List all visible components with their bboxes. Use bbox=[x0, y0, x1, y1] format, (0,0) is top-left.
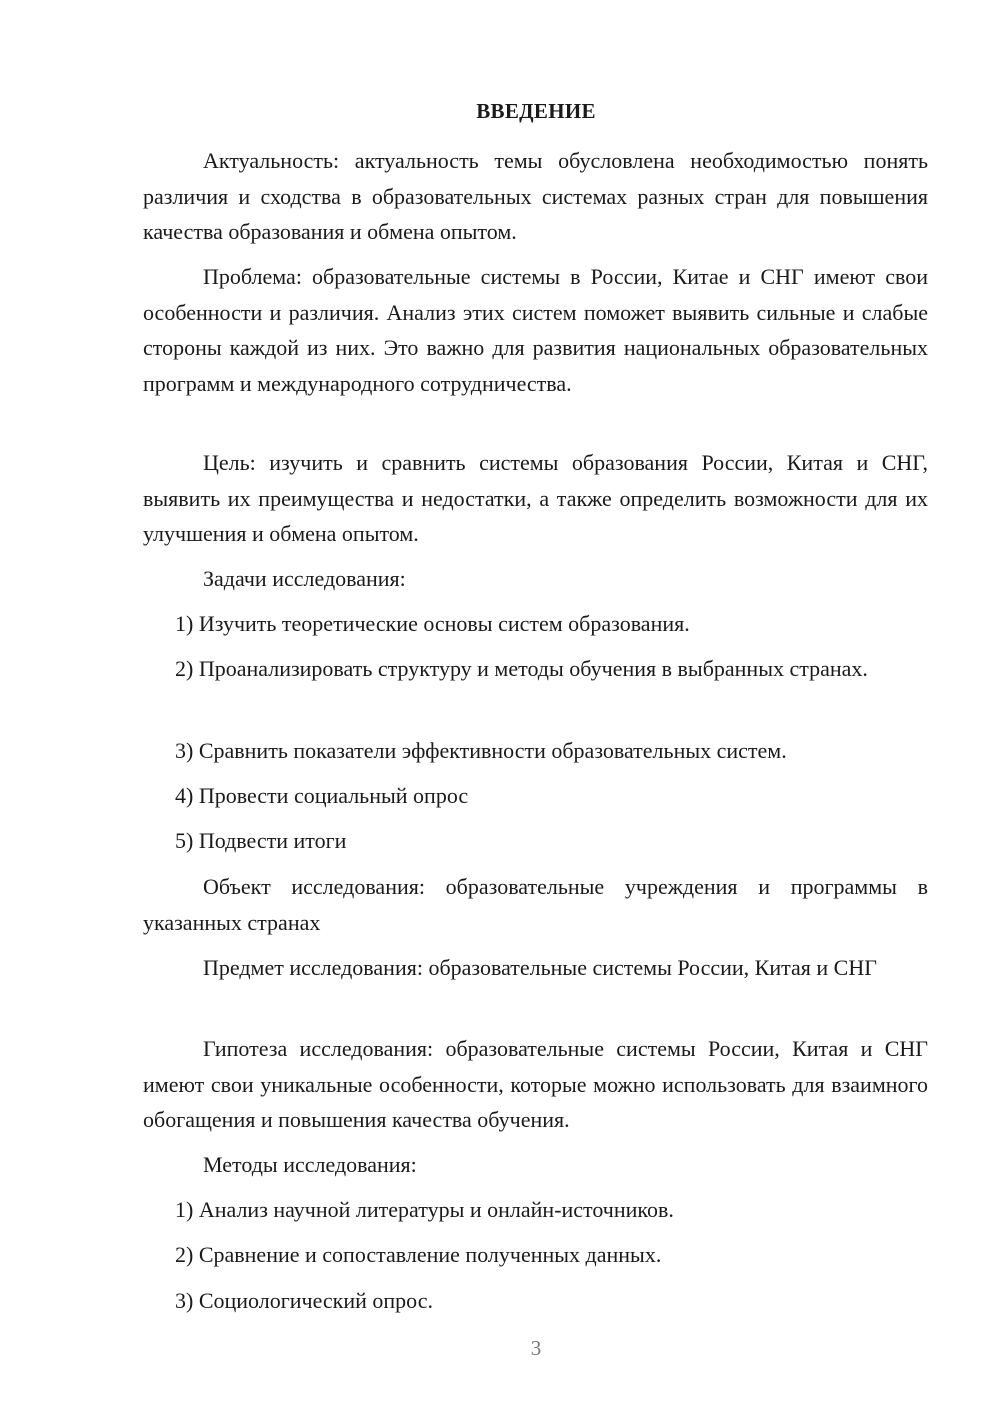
tasks-title: Задачи исследования: bbox=[203, 566, 406, 591]
method-item: 1) Анализ научной литературы и онлайн-источников. bbox=[175, 1197, 674, 1222]
relevance-paragraph: Актуальность: актуальность темы обусловлена необходимостью понять различия и сходства в образовательных системах разных стран для повышения качества образования и обмена опытом. bbox=[143, 148, 928, 244]
subject-paragraph: Предмет исследования: образовательные системы России, Китая и СНГ bbox=[203, 955, 877, 980]
problem-paragraph: Проблема: образовательные системы в России, Китае и СНГ имеют свои особенности и различия. Анализ этих систем поможет выявить сильные и слабые стороны каждой из них. Это важно для развития национальных образовательных программ и международного сотрудничества. bbox=[143, 264, 928, 396]
task-item: 5) Подвести итоги bbox=[175, 828, 347, 853]
task-item: 4) Провести социальный опрос bbox=[175, 783, 469, 808]
section-heading: ВВЕДЕНИЕ bbox=[476, 99, 596, 123]
object-paragraph: Объект исследования: образовательные учреждения и программы в указанных странах bbox=[143, 874, 928, 935]
goal-paragraph: Цель: изучить и сравнить системы образования России, Китая и СНГ, выявить их преимущества и недостатки, а также определить возможности для их улучшения и обмена опытом. bbox=[143, 450, 928, 546]
task-item: 2) Проанализировать структуру и методы обучения в выбранных странах. bbox=[175, 656, 868, 681]
method-item: 3) Социологический опрос. bbox=[175, 1288, 433, 1313]
hypothesis-paragraph: Гипотеза исследования: образовательные системы России, Китая и СНГ имеют свои уникальные особенности, которые можно использовать для взаимного обогащения и повышения качества обучения. bbox=[143, 1036, 928, 1132]
task-item: 1) Изучить теоретические основы систем образования. bbox=[175, 611, 690, 636]
methods-title: Методы исследования: bbox=[203, 1152, 417, 1177]
page-number: 3 bbox=[530, 1336, 542, 1360]
method-item: 2) Сравнение и сопоставление полученных данных. bbox=[175, 1242, 662, 1267]
task-item: 3) Сравнить показатели эффективности образовательных систем. bbox=[175, 738, 787, 763]
